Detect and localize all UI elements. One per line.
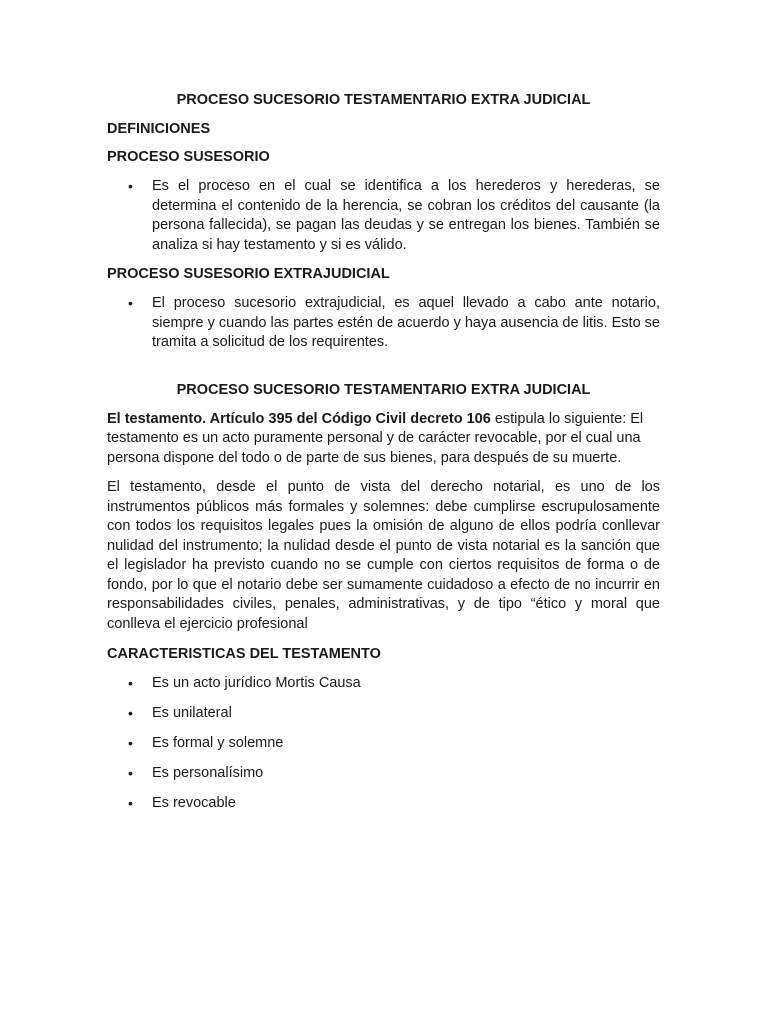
caracteristicas-heading: CARACTERISTICAS DEL TESTAMENTO xyxy=(107,646,381,662)
list-item xyxy=(107,704,660,724)
caracteristica-text: Es formal y solemne xyxy=(152,735,284,751)
proceso-sucesorio-list xyxy=(107,177,660,255)
list-item xyxy=(107,764,660,784)
definitions-heading: DEFINICIONES xyxy=(107,121,211,137)
bullet-icon: • xyxy=(128,765,133,781)
bullet-icon: • xyxy=(128,735,133,751)
caracteristicas-list xyxy=(107,674,660,814)
extrajudicial-text: El proceso sucesorio extrajudicial, es aquel llevado a cabo ante notario, siempre y cuando las partes estén de acuerdo y haya ausencia de litis. Esto se tramita a solicitud de los requirentes. xyxy=(152,295,660,350)
notarial-paragraph: El testamento, desde el punto de vista del derecho notarial, es uno de los instrumentos públicos más formales y solemnes: debe cumplirse escrupulosamente con todos los requisitos legales pues la omisión de alguno de ellos podría conllevar nulidad del instrumento; la nulidad desde el punto de vista notarial es la sanción que el legislador ha previsto cuando no se cumple con ciertos requisitos de forma o de fondo, por lo que el notario debe ser sumamente cuidadoso a efecto de no incurrir en responsabilidades civiles, penales, administrativas, y de tipo “ético y moral que conlleva el ejercicio profesional xyxy=(107,479,660,632)
list-item xyxy=(107,794,660,814)
caracteristica-text: Es un acto jurídico Mortis Causa xyxy=(152,675,361,691)
proceso-sucesorio-text: Es el proceso en el cual se identifica a los herederos y herederas, se determina el contenido de la herencia, se cobran los créditos del causante (la persona fallecida), se pagan las deudas y se entregan los bienes. También se analiza si hay testamento y si es válido. xyxy=(152,178,660,253)
testamento-article-ref: El testamento. Artículo 395 del Código Civil decreto 106 xyxy=(107,410,491,427)
bullet-icon: • xyxy=(128,295,133,311)
bullet-icon: • xyxy=(128,178,133,194)
bullet-icon: • xyxy=(128,795,133,811)
extrajudicial-list xyxy=(107,294,660,353)
bullet-icon: • xyxy=(128,675,133,691)
list-item xyxy=(107,294,660,353)
testamento-definition: estipula lo siguiente: El testamento es un acto puramente personal y de carácter revocable, por el cual una persona dispone del todo o de parte de sus bienes, para después de su muerte. xyxy=(107,410,644,466)
list-item xyxy=(107,734,660,754)
extrajudicial-heading: PROCESO SUSESORIO EXTRAJUDICIAL xyxy=(107,266,390,282)
bullet-icon: • xyxy=(128,705,133,721)
caracteristica-text: Es personalísimo xyxy=(152,765,264,781)
testamento-paragraph xyxy=(107,410,660,469)
document-title: PROCESO SUCESORIO TESTAMENTARIO EXTRA JUDICIAL xyxy=(176,92,591,108)
proceso-sucesorio-heading: PROCESO SUSESORIO xyxy=(107,149,270,165)
caracteristica-text: Es unilateral xyxy=(152,705,232,721)
list-item xyxy=(107,674,660,694)
list-item xyxy=(107,177,660,255)
caracteristica-text: Es revocable xyxy=(152,795,236,811)
section-title: PROCESO SUCESORIO TESTAMENTARIO EXTRA JUDICIAL xyxy=(176,381,591,398)
